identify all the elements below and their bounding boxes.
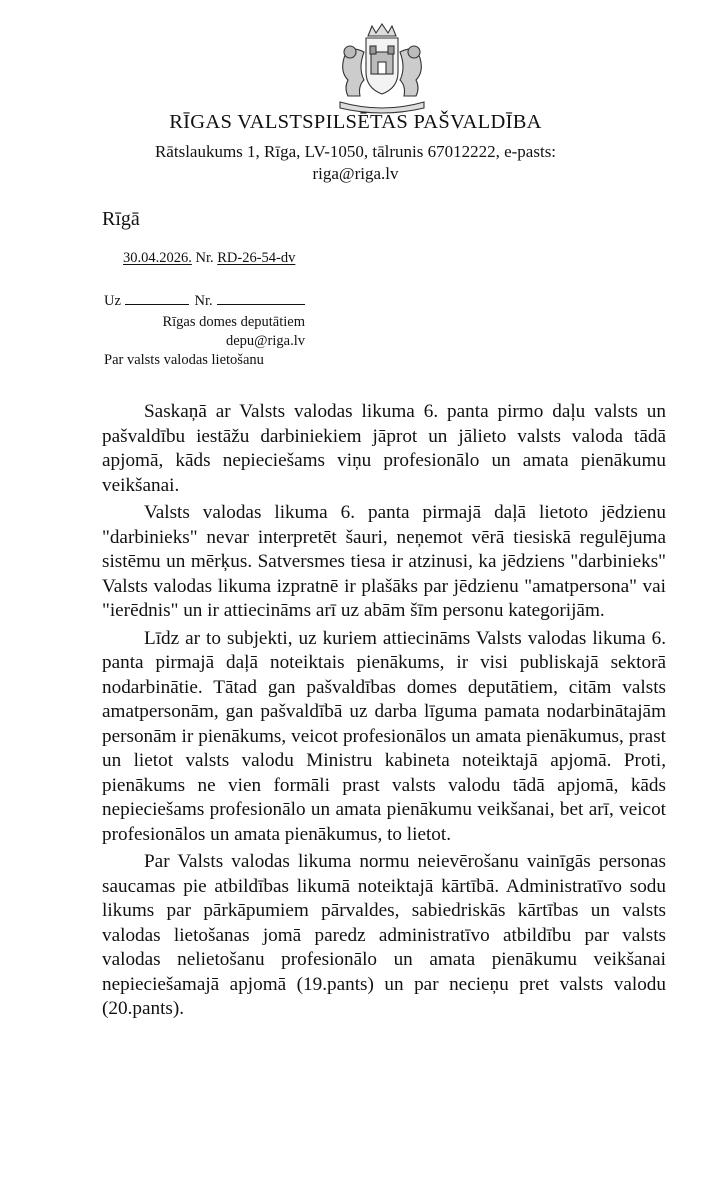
reference-uz-label: Uz bbox=[104, 293, 121, 309]
organization-name: RĪGAS VALSTSPILSĒTAS PAŠVALDĪBA bbox=[169, 111, 542, 133]
reference-nr-blank bbox=[217, 292, 305, 305]
body-paragraph: Līdz ar to subjekti, uz kuriem attiecināms Valsts valodas likuma 6. panta pirmajā daļā noteiktais pienākums, ir visi publiskajā sektorā nodarbinātie. Tātad gan pašvaldības domes deputātiem, citām valsts amatpersonām, gan pašvaldībā uz darba līguma pamata nodarbinātajām personām ir pienākums, veicot profesionālos un amata pienākumus, prast un lietot valsts valodu Ministru kabineta noteiktajā apjomā. Proti, pienākums ne vien formāli prast valsts valodu tādā apjomā, kāds nepieciešams profesionālo un amata pienākumu veikšanai, bet arī, veicot profesionālos un amata pienākumus, to lietot. bbox=[102, 627, 666, 845]
recipient-email: depu@riga.lv bbox=[226, 333, 305, 349]
riga-coat-of-arms-icon bbox=[318, 22, 446, 116]
number-label: Nr. bbox=[195, 250, 214, 266]
body-paragraph: Saskaņā ar Valsts valodas likuma 6. panta pirmo daļu valsts un pašvaldību iestāžu darbiniekiem jāprot un jālieto valsts valoda tādā apjomā, kāds nepieciešams viņu profesionālo un amata pienākumu veikšanai. bbox=[102, 401, 666, 496]
letter-subject: Par valsts valodas lietošanu bbox=[104, 352, 264, 368]
organization-email: riga@riga.lv bbox=[312, 164, 399, 183]
document-date: 30.04.2026. bbox=[123, 250, 192, 266]
document-number: RD-26-54-dv bbox=[217, 250, 296, 266]
reference-line bbox=[104, 292, 305, 310]
reference-uz-blank bbox=[125, 292, 189, 305]
body-paragraph: Valsts valodas likuma 6. panta pirmajā daļā lietoto jēdzienu "darbinieks" nevar interpretēt šauri, neņemot vērā tiesiskā regulējuma sistēmu un mērķus. Satversmes tiesa ir atzinusi, ka jēdziens "darbinieks" Valsts valodas likuma izpratnē ir plašāks par jēdzienu "amatpersona" vai "ierēdnis" un ir attiecināms arī uz abām šīm personu kategorijām. bbox=[102, 502, 666, 621]
recipient-name: Rīgas domes deputātiem bbox=[162, 314, 305, 330]
organization-address: Rātslaukums 1, Rīga, LV-1050, tālrunis 67012222, e-pasts: bbox=[154, 142, 557, 161]
place-of-issue: Rīgā bbox=[102, 208, 140, 230]
letter-body bbox=[102, 400, 666, 1025]
reference-nr-label: Nr. bbox=[194, 293, 213, 309]
body-paragraph: Par Valsts valodas likuma normu neievērošanu vainīgās personas saucamas pie atbildības likumā noteiktajā kārtībā. Administratīvo sodu likums par pārkāpumiem pārvaldes, sabiedriskās kārtības un valsts valodas lietošanas jomā paredz administratīvo atbildību par valsts valodas nelietošanu profesionālo un amata pienākumu veikšanai nepieciešamajā apjomā (19.pants) un par necieņu pret valsts valodu (20.pants). bbox=[102, 851, 666, 1019]
document-date-line bbox=[123, 250, 295, 267]
